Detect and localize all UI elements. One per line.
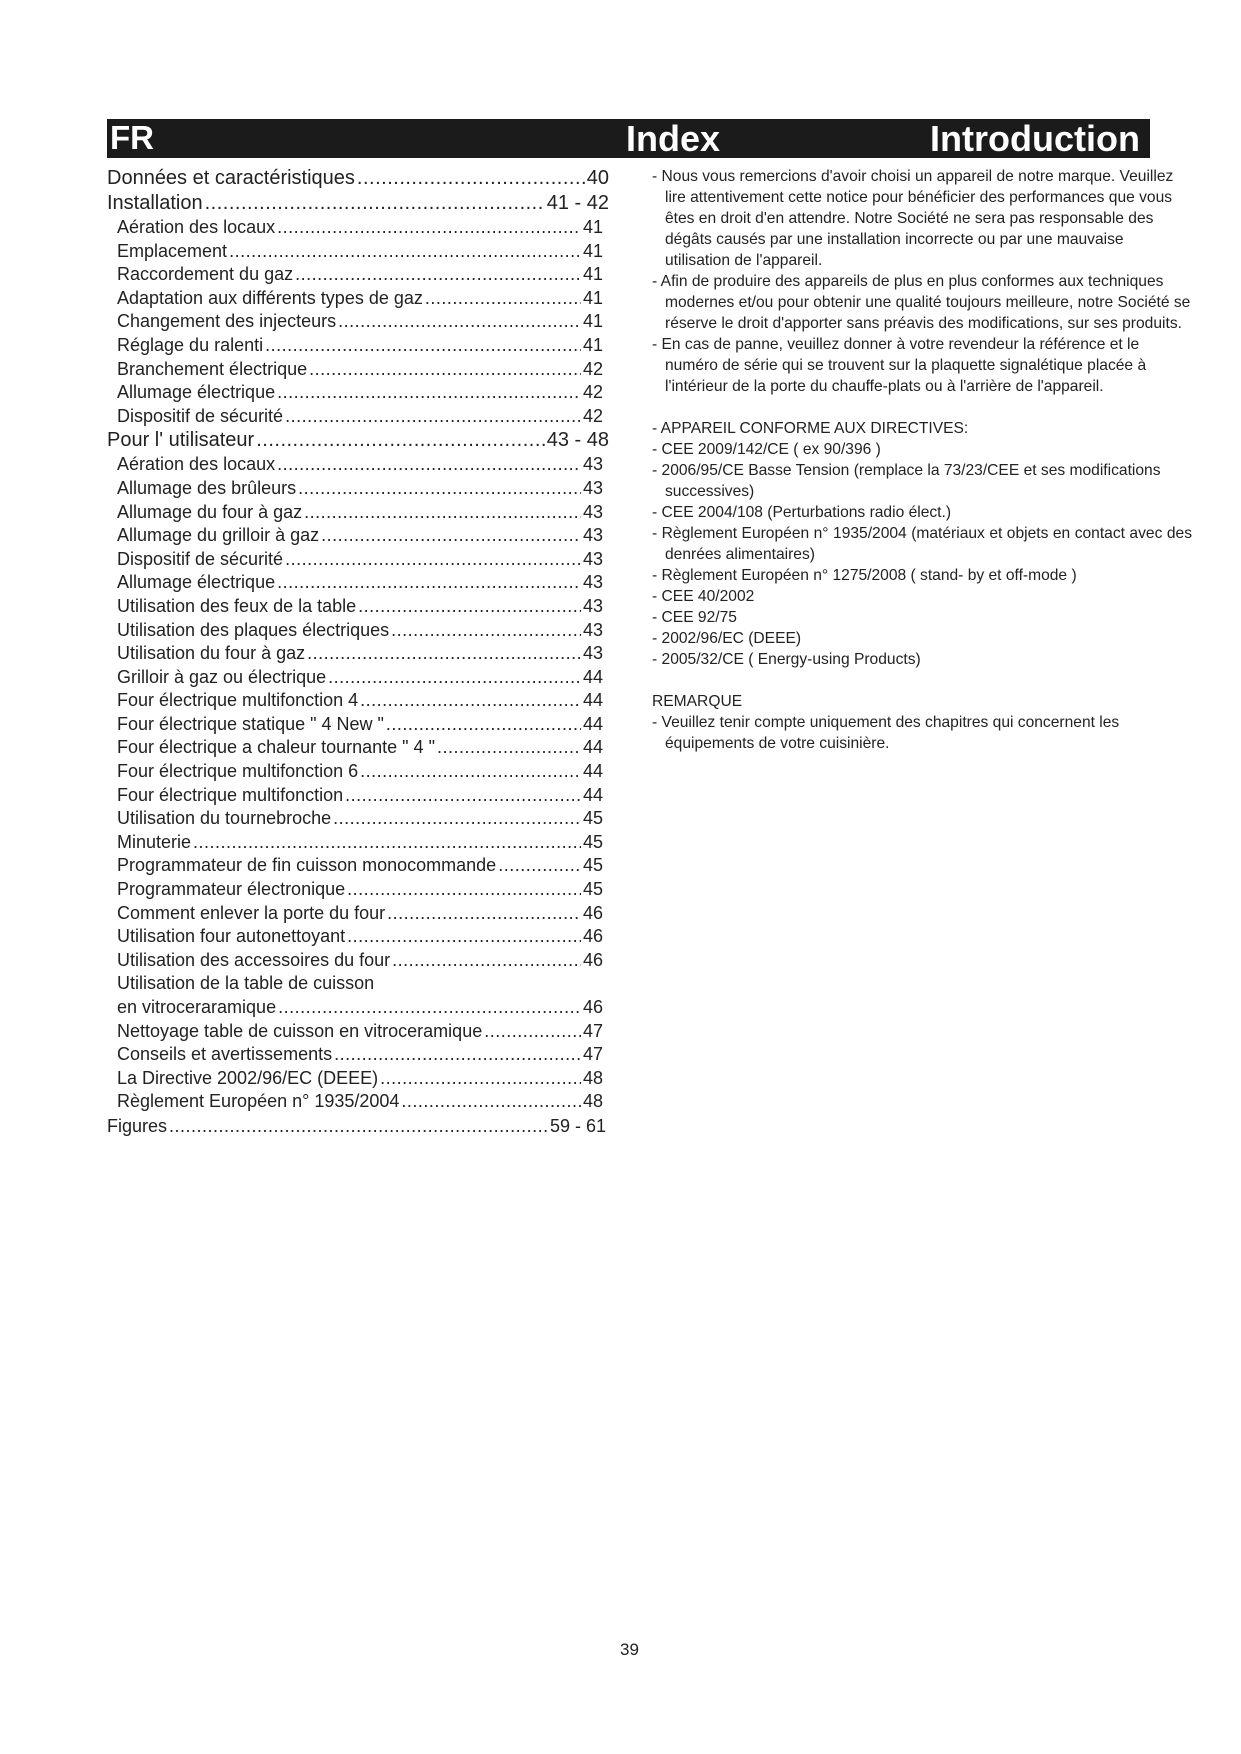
toc-entry-page: 41 bbox=[582, 287, 603, 308]
toc-leader-dots bbox=[338, 310, 581, 334]
toc-entry-title: Utilisation four autonettoyant bbox=[117, 926, 346, 947]
toc-entry-title: Données et caractéristiques bbox=[107, 167, 355, 189]
toc-entry-title: Utilisation des plaques électriques bbox=[117, 619, 390, 640]
toc-entry bbox=[107, 334, 609, 358]
toc-entry bbox=[107, 689, 609, 713]
toc-leader-dots bbox=[360, 689, 581, 713]
toc-entry-page: 43 bbox=[582, 572, 603, 593]
toc-leader-dots bbox=[295, 263, 581, 287]
introduction-title: Introduction bbox=[930, 118, 1140, 159]
toc-entry-title: Allumage électrique bbox=[117, 382, 276, 403]
toc-entry-title: Utilisation des accessoires du four bbox=[117, 949, 391, 970]
toc-entry-title: Branchement électrique bbox=[117, 358, 308, 379]
toc-leader-dots bbox=[358, 595, 581, 619]
toc-entry-page: 42 bbox=[582, 405, 603, 426]
table-of-contents bbox=[107, 166, 609, 1138]
toc-entry-page: 46 bbox=[582, 997, 603, 1017]
section-header-bar bbox=[107, 119, 1150, 158]
toc-entry-title: Minuterie bbox=[117, 831, 192, 852]
toc-entry-title: Four électrique multifonction 6 bbox=[117, 761, 359, 782]
toc-entry bbox=[107, 166, 609, 191]
toc-entry bbox=[107, 287, 609, 311]
toc-entry bbox=[107, 428, 609, 453]
toc-entry bbox=[107, 807, 609, 831]
toc-leader-dots bbox=[304, 501, 581, 525]
toc-entry bbox=[107, 548, 609, 572]
directive-item: - Règlement Européen n° 1935/2004 (matériaux et objets en contact avec des denrées alimentaires) bbox=[652, 525, 1192, 563]
directive-item: - 2002/96/EC (DEEE) bbox=[652, 630, 802, 647]
toc-entry-title: Raccordement du gaz bbox=[117, 264, 294, 285]
toc-entry-page: 45 bbox=[582, 808, 603, 829]
toc-entry-page: 41 bbox=[582, 264, 603, 285]
toc-entry bbox=[107, 972, 609, 996]
toc-entry-page: 43 bbox=[582, 548, 603, 569]
toc-leader-dots bbox=[328, 666, 581, 690]
toc-entry-title: Conseils et avertissements bbox=[117, 1044, 333, 1065]
toc-entry-title: Utilisation des feux de la table bbox=[117, 595, 357, 616]
toc-leader-dots bbox=[391, 619, 581, 643]
toc-entry-page: 43 - 48 bbox=[546, 429, 609, 452]
toc-entry-title: Nettoyage table de cuisson en vitroceramique bbox=[117, 1020, 483, 1041]
index-title: Index bbox=[625, 118, 720, 159]
toc-entry-title: Four électrique statique " 4 New " bbox=[117, 713, 384, 734]
toc-entry-title: Dispositif de sécurité bbox=[117, 405, 284, 426]
toc-entry-page: 45 bbox=[582, 831, 603, 852]
directive-item: - CEE 92/75 bbox=[652, 609, 737, 626]
toc-leader-dots bbox=[484, 1020, 581, 1044]
toc-entry bbox=[107, 501, 609, 525]
toc-entry-page: 59 - 61 bbox=[549, 1115, 606, 1136]
toc-entry-title: Installation bbox=[107, 192, 203, 214]
toc-entry-title: Utilisation de la table de cuisson bbox=[117, 973, 375, 994]
toc-entry-page: 48 bbox=[582, 1091, 603, 1112]
toc-entry-title: Allumage électrique bbox=[117, 572, 276, 593]
toc-entry-title: Four électrique multifonction 4 bbox=[117, 690, 359, 711]
toc-entry bbox=[107, 453, 609, 477]
toc-entry-title: en vitroceraramique bbox=[117, 997, 277, 1017]
directive-item: - Règlement Européen n° 1275/2008 ( stand- by et off-mode ) bbox=[652, 567, 1077, 584]
toc-entry-page: 40 bbox=[586, 167, 609, 189]
toc-entry-page: 43 bbox=[582, 477, 603, 498]
toc-entry bbox=[107, 713, 609, 737]
toc-entry-page: 47 bbox=[582, 1020, 603, 1041]
toc-entry bbox=[107, 405, 609, 429]
directives-title: - APPAREIL CONFORME AUX DIRECTIVES: bbox=[652, 420, 969, 437]
toc-entry-page: 41 bbox=[582, 334, 603, 355]
toc-entry-title: Utilisation du tournebroche bbox=[117, 808, 332, 829]
toc-leader-dots bbox=[277, 216, 581, 240]
toc-entry bbox=[107, 996, 609, 1020]
toc-entry bbox=[107, 760, 609, 784]
toc-leader-dots bbox=[347, 925, 581, 949]
directive-item: - 2005/32/CE ( Energy-using Products) bbox=[652, 651, 921, 668]
toc-entry-title: Utilisation du four à gaz bbox=[117, 643, 306, 664]
directive-item: - 2006/95/CE Basse Tension (remplace la 73/23/CEE et ses modifications successives) bbox=[652, 462, 1161, 500]
toc-entry-page: 43 bbox=[582, 643, 603, 664]
toc-entry-title: Changement des injecteurs bbox=[117, 311, 337, 332]
toc-entry bbox=[107, 902, 609, 926]
toc-entry-page: 48 bbox=[582, 1067, 603, 1088]
intro-paragraph: - Afin de produire des appareils de plus en plus conformes aux techniques modernes et/ou pour obtenir une qualité toujours meilleure, notre Société se réserve le droit d'apporter sans préavis des modifications, sur ses produits. bbox=[652, 273, 1191, 332]
toc-entry-title: Allumage du grilloir à gaz bbox=[117, 525, 320, 546]
toc-entry-page: 46 bbox=[582, 902, 603, 923]
toc-leader-dots bbox=[498, 854, 581, 878]
toc-entry bbox=[107, 619, 609, 643]
toc-entry-title: Aération des locaux bbox=[117, 454, 276, 475]
toc-entry-title: Réglage du ralenti bbox=[117, 334, 264, 355]
page-number: 39 bbox=[620, 1640, 639, 1659]
toc-entry-title: Allumage des brûleurs bbox=[117, 477, 297, 498]
toc-entry bbox=[107, 784, 609, 808]
toc-entry-page: 44 bbox=[582, 761, 603, 782]
toc-entry-page: 41 bbox=[582, 240, 603, 261]
toc-entry-title: Programmateur de fin cuisson monocommande bbox=[117, 855, 497, 876]
toc-entry-title: Allumage du four à gaz bbox=[117, 501, 303, 522]
toc-leader-dots bbox=[277, 571, 581, 595]
toc-entry-title: Grilloir à gaz ou électrique bbox=[117, 666, 327, 687]
toc-leader-dots bbox=[357, 166, 585, 191]
toc-entry-page: 44 bbox=[582, 713, 603, 734]
intro-paragraph: - En cas de panne, veuillez donner à votre revendeur la référence et le numéro de série qui se trouvent sur la plaquette signalétique placée à l'intérieur de la porte du chauffe-plats ou à l'arrière de l'appareil. bbox=[652, 336, 1147, 395]
toc-leader-dots bbox=[333, 807, 581, 831]
toc-leader-dots bbox=[425, 287, 581, 311]
toc-leader-dots bbox=[387, 902, 581, 926]
toc-entry bbox=[107, 736, 609, 760]
toc-entry-page: 44 bbox=[582, 666, 603, 687]
toc-entry bbox=[107, 878, 609, 902]
toc-entry bbox=[107, 854, 609, 878]
toc-entry-page: 43 bbox=[582, 454, 603, 475]
toc-leader-dots bbox=[345, 784, 581, 808]
toc-leader-dots bbox=[437, 736, 581, 760]
toc-leader-dots bbox=[265, 334, 581, 358]
toc-entry-title: Pour l' utilisateur bbox=[107, 429, 255, 452]
toc-leader-dots bbox=[277, 453, 581, 477]
toc-entry-title: Four électrique a chaleur tournante " 4 " bbox=[117, 737, 435, 758]
toc-entry-title: Règlement Européen n° 1935/2004 bbox=[117, 1091, 400, 1112]
toc-entry bbox=[107, 1067, 609, 1091]
language-label: FR bbox=[110, 119, 154, 156]
toc-entry-page: 47 bbox=[582, 1044, 603, 1065]
toc-leader-dots bbox=[380, 1067, 581, 1091]
toc-leader-dots bbox=[256, 428, 545, 453]
toc-entry bbox=[107, 524, 609, 548]
toc-entry-page: 42 bbox=[582, 382, 603, 403]
toc-leader-dots bbox=[169, 1114, 548, 1138]
toc-entry-page: 44 bbox=[582, 784, 603, 805]
toc-entry bbox=[107, 381, 609, 405]
directive-item: - CEE 40/2002 bbox=[652, 588, 755, 605]
toc-entry-title: Aération des locaux bbox=[117, 217, 276, 237]
toc-entry-page: 44 bbox=[582, 690, 603, 711]
toc-entry bbox=[107, 949, 609, 973]
toc-entry bbox=[107, 1090, 609, 1114]
toc-leader-dots bbox=[229, 240, 581, 264]
toc-entry bbox=[107, 1020, 609, 1044]
toc-leader-dots bbox=[321, 524, 581, 548]
directive-item: - CEE 2004/108 (Perturbations radio élect.) bbox=[652, 504, 952, 521]
toc-entry bbox=[107, 642, 609, 666]
toc-entry-page: 46 bbox=[582, 926, 603, 947]
toc-entry bbox=[107, 477, 609, 501]
introduction-section bbox=[652, 166, 1192, 754]
toc-entry-page: 41 - 42 bbox=[546, 192, 609, 214]
toc-entry-page: 42 bbox=[582, 358, 603, 379]
toc-entry bbox=[107, 191, 609, 216]
toc-entry bbox=[107, 1114, 609, 1138]
toc-entry-page: 43 bbox=[582, 525, 603, 546]
toc-leader-dots bbox=[285, 405, 581, 429]
toc-entry bbox=[107, 358, 609, 382]
toc-entry-page: 41 bbox=[582, 217, 603, 237]
toc-leader-dots bbox=[193, 831, 581, 855]
toc-entry-page: 41 bbox=[582, 311, 603, 332]
toc-leader-dots bbox=[285, 548, 581, 572]
toc-entry-page: 43 bbox=[582, 595, 603, 616]
toc-leader-dots bbox=[307, 642, 581, 666]
toc-entry bbox=[107, 216, 609, 240]
toc-entry bbox=[107, 240, 609, 264]
intro-paragraph: - Nous vous remercions d'avoir choisi un appareil de notre marque. Veuillez lire attentivement cette notice pour bénéficier des performances que vous êtes en droit d'en attendre. Notre Société ne sera pas responsable des dégâts causés par une installation incorrecte ou par une mauvaise utilisation de l'appareil. bbox=[652, 168, 1174, 269]
toc-leader-dots bbox=[278, 996, 581, 1020]
toc-entry-title: Comment enlever la porte du four bbox=[117, 902, 386, 923]
toc-entry-title: La Directive 2002/96/EC (DEEE) bbox=[117, 1067, 379, 1088]
toc-entry bbox=[107, 571, 609, 595]
toc-entry-title: Figures bbox=[107, 1115, 168, 1136]
toc-entry-page: 43 bbox=[582, 501, 603, 522]
toc-entry bbox=[107, 263, 609, 287]
toc-entry bbox=[107, 1043, 609, 1067]
toc-entry-page: 45 bbox=[582, 855, 603, 876]
toc-entry-title: Emplacement bbox=[117, 240, 228, 261]
toc-entry bbox=[107, 831, 609, 855]
toc-leader-dots bbox=[360, 760, 581, 784]
toc-leader-dots bbox=[298, 477, 581, 501]
toc-leader-dots bbox=[347, 878, 581, 902]
toc-leader-dots bbox=[277, 381, 581, 405]
toc-entry-title: Dispositif de sécurité bbox=[117, 548, 284, 569]
toc-leader-dots bbox=[334, 1043, 581, 1067]
toc-entry-page: 45 bbox=[582, 879, 603, 900]
toc-leader-dots bbox=[386, 713, 581, 737]
toc-entry bbox=[107, 925, 609, 949]
toc-entry bbox=[107, 595, 609, 619]
remarque-title: REMARQUE bbox=[652, 693, 743, 710]
toc-entry-title: Four électrique multifonction bbox=[117, 784, 344, 805]
toc-entry-page: 44 bbox=[582, 737, 603, 758]
toc-leader-dots bbox=[392, 949, 581, 973]
toc-leader-dots bbox=[309, 358, 581, 382]
toc-entry bbox=[107, 666, 609, 690]
toc-leader-dots bbox=[205, 191, 545, 216]
directive-item: - CEE 2009/142/CE ( ex 90/396 ) bbox=[652, 441, 881, 458]
toc-entry-page: 43 bbox=[582, 619, 603, 640]
toc-entry bbox=[107, 310, 609, 334]
toc-leader-dots bbox=[401, 1090, 581, 1114]
toc-entry-title: Adaptation aux différents types de gaz bbox=[117, 287, 423, 308]
toc-entry-page: 46 bbox=[582, 949, 603, 970]
toc-entry-title: Programmateur électronique bbox=[117, 879, 346, 900]
remarque-text: - Veuillez tenir compte uniquement des chapitres qui concernent les équipements de votre cuisinière. bbox=[652, 714, 1120, 752]
